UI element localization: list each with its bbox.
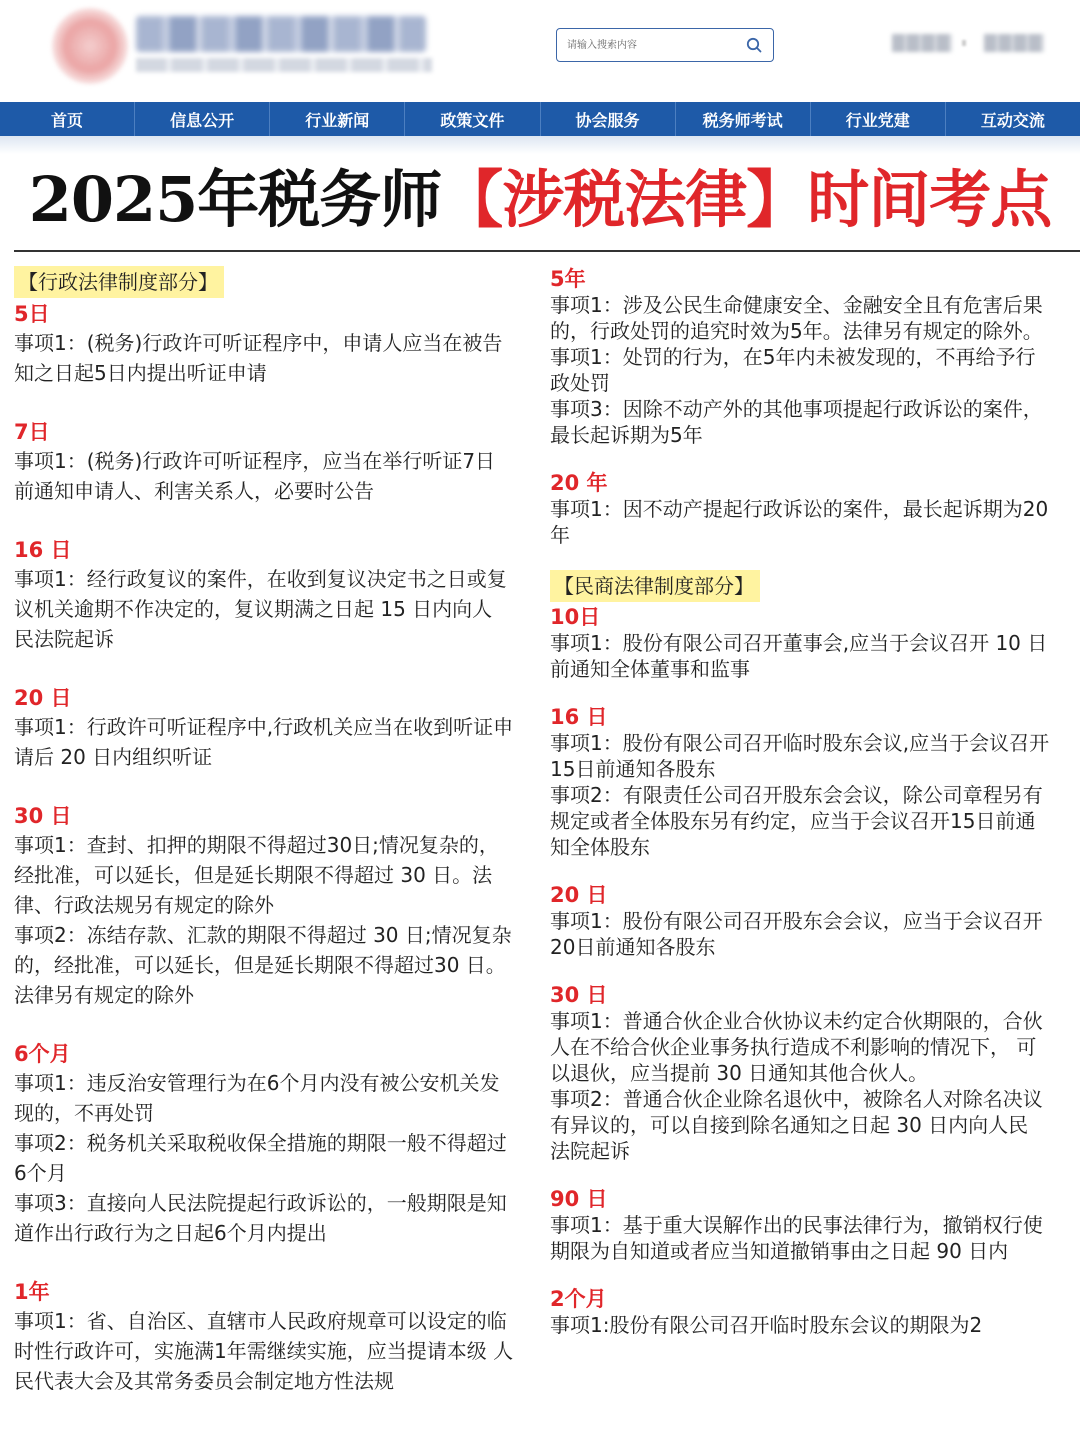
period-heading: 20 日: [14, 686, 72, 710]
period-heading: 20 日: [550, 883, 608, 907]
nav-shadow: [0, 136, 1080, 154]
period-section: [550, 470, 1050, 548]
period-section: [14, 300, 514, 388]
right-column: [550, 266, 1050, 1360]
period-heading: 16 日: [550, 705, 608, 729]
item-text: 事项1:股份有限公司召开临时股东会议的期限为2: [550, 1313, 983, 1337]
item-text: 事项3：直接向人民法院提起行政诉讼的，一般期限是知道作出行政行为之日起6个月内提出: [14, 1191, 507, 1245]
main-nav: [0, 102, 1080, 136]
period-section: [550, 1286, 1050, 1338]
item-text: 事项1：处罚的行为，在5年内未被发现的，不再给予行政处罚: [550, 345, 1036, 395]
search-box: [556, 28, 774, 62]
top-link-separator: [962, 40, 966, 46]
period-heading: 7日: [14, 420, 50, 444]
period-section: [14, 802, 514, 1010]
period-section: [550, 882, 1050, 960]
period-heading: 90 日: [550, 1187, 608, 1211]
item-text: 事项1：涉及公民生命健康安全、金融安全且有危害后果的，行政处罚的追究时效为5年。法律另有规定的除外。: [550, 293, 1043, 343]
period-heading: 30 日: [14, 804, 72, 828]
page-title-part2: 【涉税法律】时间考点: [441, 163, 1052, 236]
item-text: 事项1：行政许可听证程序中,行政机关应当在收到听证申请后 20 日内组织听证: [14, 715, 514, 769]
item-text: 事项1：普通合伙企业合伙协议未约定合伙期限的，合伙人在不给合伙企业事务执行造成不利影响的情况下， 可以退伙，应当提前 30 日通知其他合伙人。: [550, 1009, 1043, 1085]
nav-item-association-services[interactable]: 协会服务: [541, 102, 676, 136]
period-section: [550, 266, 1050, 448]
period-heading: 5日: [14, 302, 50, 326]
period-section: [14, 536, 514, 654]
period-heading: 16 日: [14, 538, 72, 562]
item-text: 事项1：查封、扣押的期限不得超过30日;情况复杂的，经批准，可以延长，但是延长期限不得超过 30 日。法律、行政法规另有规定的除外: [14, 833, 499, 917]
item-text: 事项2：冻结存款、汇款的期限不得超过 30 日;情况复杂的，经批准，可以延长，但是延长期限不得超过30 日。法律另有规定的除外: [14, 923, 512, 1007]
period-section: [550, 604, 1050, 682]
nav-item-industry-news[interactable]: 行业新闻: [270, 102, 405, 136]
item-text: 事项1：省、自治区、直辖市人民政府规章可以设定的临时性行政许可，实施满1年需继续实施，应当提请本级 人民代表大会及其常务委员会制定地方性法规: [14, 1309, 514, 1393]
period-heading: 2个月: [550, 1287, 607, 1311]
item-text: 事项1：违反治安管理行为在6个月内没有被公安机关发现的，不再处罚: [14, 1071, 500, 1125]
page-title: [0, 160, 1080, 240]
search-icon[interactable]: [745, 36, 763, 54]
period-section: [14, 418, 514, 506]
period-section: [14, 1278, 514, 1396]
item-text: 事项1：股份有限公司召开临时股东会议,应当于会议召开15日前通知各股东: [550, 731, 1050, 781]
period-section: [550, 1186, 1050, 1264]
period-heading: 20 年: [550, 471, 608, 495]
period-heading: 5年: [550, 267, 586, 291]
period-heading: 6个月: [14, 1042, 71, 1066]
top-links-blurred: [892, 34, 1048, 52]
period-section: [14, 1040, 514, 1248]
item-text: 事项1：经行政复议的案件，在收到复议决定书之日或复议机关逾期不作决定的，复议期满之日起 15 日内向人 民法院起诉: [14, 567, 507, 651]
search-input[interactable]: [567, 36, 737, 54]
period-section: [14, 684, 514, 772]
item-text: 事项1：(税务)行政许可听证程序，应当在举行听证7日前通知申请人、利害关系人，必要时公告: [14, 449, 496, 503]
top-link-blurred[interactable]: [892, 34, 952, 52]
item-text: 事项1：股份有限公司召开股东会会议，应当于会议召开20日前通知各股东: [550, 909, 1043, 959]
nav-item-party-building[interactable]: 行业党建: [811, 102, 946, 136]
left-column: [14, 266, 514, 1426]
nav-item-tax-agent-exam[interactable]: 税务师考试: [676, 102, 811, 136]
site-header: [0, 0, 1080, 100]
period-section: [550, 704, 1050, 860]
item-text: 事项2：有限责任公司召开股东会会议，除公司章程另有规定或者全体股东另有约定，应当于会议召开15日前通知全体股东: [550, 783, 1043, 859]
site-logo-subtitle-blurred: [136, 58, 432, 72]
top-link-blurred[interactable]: [984, 34, 1044, 52]
nav-item-home[interactable]: 首页: [0, 102, 135, 136]
period-heading: 10日: [550, 605, 601, 629]
nav-item-interaction[interactable]: 互动交流: [980, 110, 1045, 130]
item-text: 事项1：基于重大误解作出的民事法律行为，撤销权行使期限为自知道或者应当知道撤销事由之日起 90 日内: [550, 1213, 1043, 1263]
item-text: 事项1：(税务)行政许可听证程序中，申请人应当在被告知之日起5日内提出听证申请: [14, 331, 503, 385]
period-section: [550, 982, 1050, 1164]
item-text: 事项2：普通合伙企业除名退伙中，被除名人对除名决议有异议的，可以自接到除名通知之日起 30 日内向人民 法院起诉: [550, 1087, 1043, 1163]
item-text: 事项3：因除不动产外的其他事项提起行政诉讼的案件，最长起诉期为5年: [550, 397, 1043, 447]
period-heading: 1年: [14, 1280, 50, 1304]
section-tag-administrative-law: 【行政法律制度部分】: [14, 266, 224, 298]
item-text: 事项1：因不动产提起行政诉讼的案件，最长起诉期为20年: [550, 497, 1049, 547]
item-text: 事项1：股份有限公司召开董事会,应当于会议召开 10 日前通知全体董事和监事: [550, 631, 1048, 681]
period-heading: 30 日: [550, 983, 608, 1007]
nav-item-info-disclosure[interactable]: 信息公开: [135, 102, 270, 136]
title-divider: [14, 250, 1080, 252]
nav-item-policy-docs[interactable]: 政策文件: [405, 102, 540, 136]
page-title-part1: 2025年税务师: [28, 163, 442, 236]
logo-seal-icon[interactable]: [52, 8, 128, 84]
section-tag-civil-commercial-law: 【民商法律制度部分】: [550, 570, 760, 602]
site-logo-name-blurred[interactable]: [136, 16, 426, 52]
item-text: 事项2：税务机关采取税收保全措施的期限一般不得超过6个月: [14, 1131, 507, 1185]
